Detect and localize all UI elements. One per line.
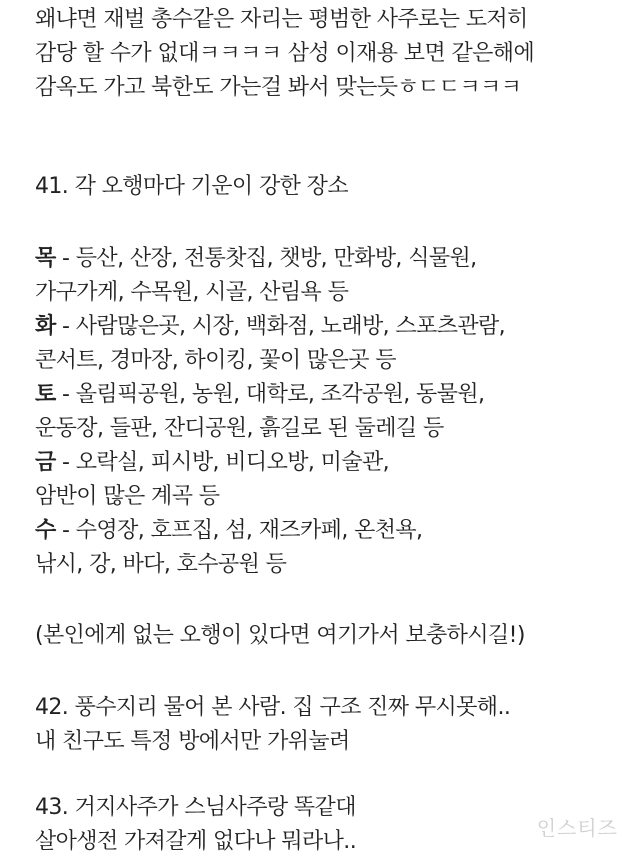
metal-line-2: 암반이 많은 계곡 등 bbox=[35, 484, 220, 509]
water-label: 수 bbox=[35, 518, 56, 543]
intro-line-3: 감옥도 가고 북한도 가는걸 봐서 맞는듯ㅎㄷㄷㅋㅋㅋ bbox=[35, 75, 522, 100]
item-41-note: (본인에게 없는 오행이 있다면 여기가서 보충하시길!) bbox=[35, 623, 525, 648]
metal-line-1 bbox=[35, 447, 389, 479]
item-43-line-1: 43. 거지사주가 스님사주랑 똑같대 bbox=[35, 795, 356, 820]
metal-text-1: - 오락실, 피시방, 비디오방, 미술관, bbox=[55, 450, 390, 475]
intro-line-1: 왜냐면 재벌 총수같은 자리는 평범한 사주로는 도저히 bbox=[35, 7, 528, 32]
item-43-line-2: 살아생전 가져갈게 없다나 뭐라나.. bbox=[35, 829, 357, 854]
wood-text-1: - 등산, 산장, 전통찻집, 챗방, 만화방, 식물원, bbox=[55, 246, 477, 271]
water-line-1 bbox=[35, 515, 422, 547]
item-42-line-2: 내 친구도 특정 방에서만 가위눌려 bbox=[35, 729, 350, 754]
water-line-2: 낚시, 강, 바다, 호수공원 등 bbox=[35, 552, 287, 577]
wood-line-1 bbox=[35, 243, 477, 275]
fire-line-1 bbox=[35, 311, 505, 343]
fire-label: 화 bbox=[35, 314, 56, 339]
site-watermark: 인스티즈 bbox=[536, 816, 618, 840]
earth-label: 토 bbox=[35, 382, 56, 407]
fire-text-1: - 사람많은곳, 시장, 백화점, 노래방, 스포츠관람, bbox=[55, 314, 506, 339]
earth-line-1 bbox=[35, 379, 484, 411]
water-text-1: - 수영장, 호프집, 섬, 재즈카페, 온천욕, bbox=[55, 518, 423, 543]
item-42-line-1: 42. 풍수지리 물어 본 사람. 집 구조 진짜 무시못해.. bbox=[35, 695, 511, 720]
fire-line-2: 콘서트, 경마장, 하이킹, 꽃이 많은곳 등 bbox=[35, 348, 396, 373]
metal-label: 금 bbox=[35, 450, 56, 475]
earth-text-1: - 올림픽공원, 농원, 대학로, 조각공원, 동물원, bbox=[55, 382, 485, 407]
earth-line-2: 운동장, 들판, 잔디공원, 흙길로 된 둘레길 등 bbox=[35, 416, 444, 441]
wood-label: 목 bbox=[35, 246, 56, 271]
intro-line-2: 감당 할 수가 없대ㅋㅋㅋㅋ 삼성 이재용 보면 같은해에 bbox=[35, 41, 535, 66]
item-41-title: 41. 각 오행마다 기운이 강한 장소 bbox=[35, 174, 348, 199]
wood-line-2: 가구가게, 수목원, 시골, 산림욕 등 bbox=[35, 280, 349, 305]
